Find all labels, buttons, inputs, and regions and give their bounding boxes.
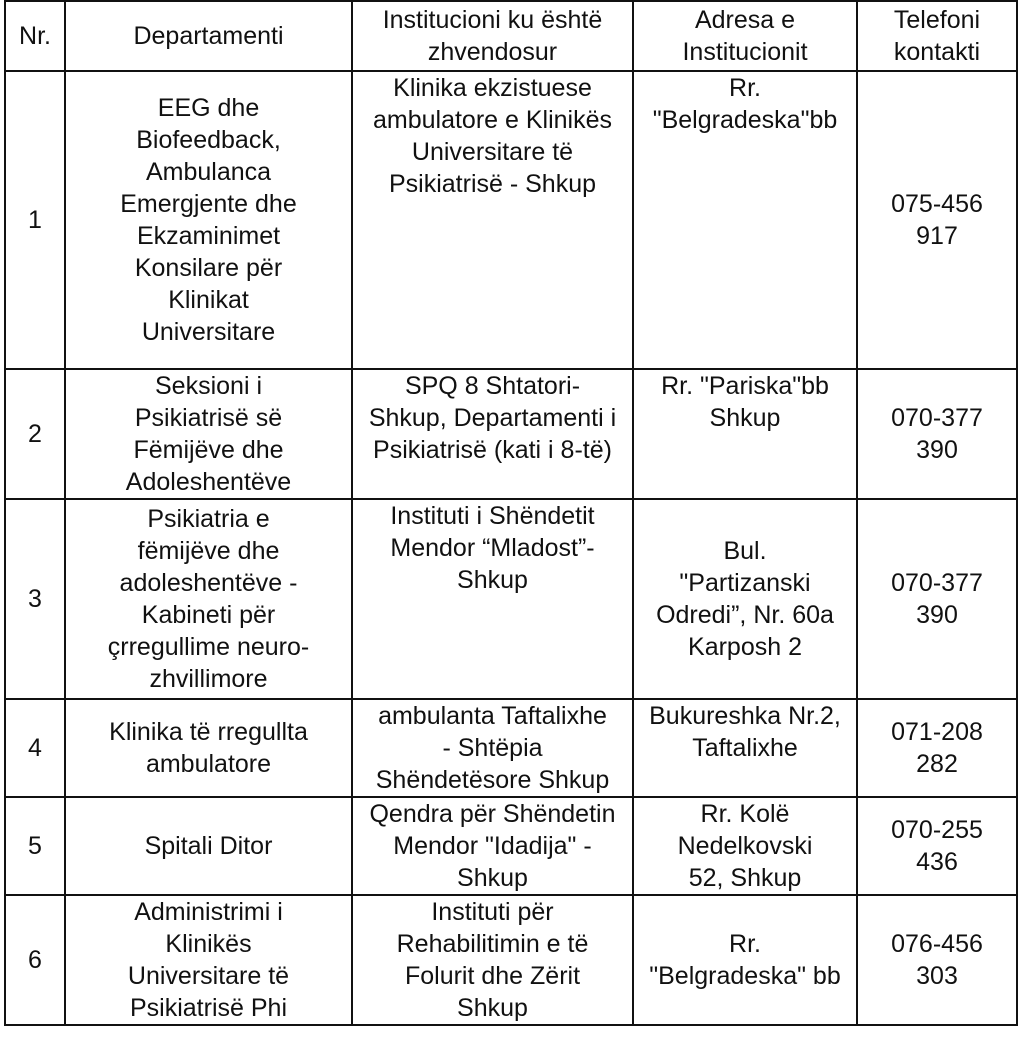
cell-address: Rr. "Pariska"bb Shkup bbox=[633, 369, 857, 499]
cell-nr: 4 bbox=[5, 699, 65, 797]
cell-phone: 070-377 390 bbox=[857, 369, 1017, 499]
cell-department: EEG dhe Biofeedback, Ambulanca Emergjente dhe Ekzaminimet Konsilare për Klinikat Universitare bbox=[65, 71, 352, 369]
table-row bbox=[5, 895, 1017, 1025]
cell-phone: 075-456 917 bbox=[857, 71, 1017, 369]
header-phone: Telefoni kontakti bbox=[857, 1, 1017, 71]
cell-phone: 071-208 282 bbox=[857, 699, 1017, 797]
cell-nr: 1 bbox=[5, 71, 65, 369]
cell-nr: 5 bbox=[5, 797, 65, 895]
cell-phone: 070-255 436 bbox=[857, 797, 1017, 895]
cell-institution: Qendra për Shëndetin Mendor "Idadija" - Shkup bbox=[352, 797, 633, 895]
cell-nr: 2 bbox=[5, 369, 65, 499]
table-row bbox=[5, 499, 1017, 699]
header-department: Departamenti bbox=[65, 1, 352, 71]
header-nr: Nr. bbox=[5, 1, 65, 71]
cell-institution: Instituti për Rehabilitimin e të Folurit dhe Zërit Shkup bbox=[352, 895, 633, 1025]
relocation-table-wrapper bbox=[4, 0, 1018, 1026]
cell-nr: 6 bbox=[5, 895, 65, 1025]
cell-nr: 3 bbox=[5, 499, 65, 699]
cell-department: Seksioni i Psikiatrisë së Fëmijëve dhe Adoleshentëve bbox=[65, 369, 352, 499]
cell-address: Bukureshka Nr.2, Taftalixhe bbox=[633, 699, 857, 797]
table-row bbox=[5, 369, 1017, 499]
cell-phone: 076-456 303 bbox=[857, 895, 1017, 1025]
cell-institution: ambulanta Taftalixhe - Shtëpia Shëndetësore Shkup bbox=[352, 699, 633, 797]
table-row bbox=[5, 71, 1017, 369]
cell-address: Rr. "Belgradeska"bb bbox=[633, 71, 857, 369]
table-header-row bbox=[5, 1, 1017, 71]
cell-address: Rr. Kolë Nedelkovski 52, Shkup bbox=[633, 797, 857, 895]
cell-phone: 070-377 390 bbox=[857, 499, 1017, 699]
cell-department: Administrimi i Klinikës Universitare të Psikiatrisë Phi bbox=[65, 895, 352, 1025]
cell-department: Spitali Ditor bbox=[65, 797, 352, 895]
table-row bbox=[5, 797, 1017, 895]
cell-institution: SPQ 8 Shtatori- Shkup, Departamenti i Psikiatrisë (kati i 8-të) bbox=[352, 369, 633, 499]
cell-department: Psikiatria e fëmijëve dhe adoleshentëve - Kabineti për çrregullime neuro- zhvillimore bbox=[65, 499, 352, 699]
relocation-table bbox=[4, 0, 1018, 1026]
cell-institution: Klinika ekzistuese ambulatore e Klinikës Universitare të Psikiatrisë - Shkup bbox=[352, 71, 633, 369]
header-institution: Institucioni ku është zhvendosur bbox=[352, 1, 633, 71]
table-row bbox=[5, 699, 1017, 797]
cell-department: Klinika të rregullta ambulatore bbox=[65, 699, 352, 797]
cell-address: Bul. "Partizanski Odredi”, Nr. 60a Karposh 2 bbox=[633, 499, 857, 699]
cell-institution: Instituti i Shëndetit Mendor “Mladost”- Shkup bbox=[352, 499, 633, 699]
header-address: Adresa e Institucionit bbox=[633, 1, 857, 71]
cell-address: Rr. "Belgradeska" bb bbox=[633, 895, 857, 1025]
